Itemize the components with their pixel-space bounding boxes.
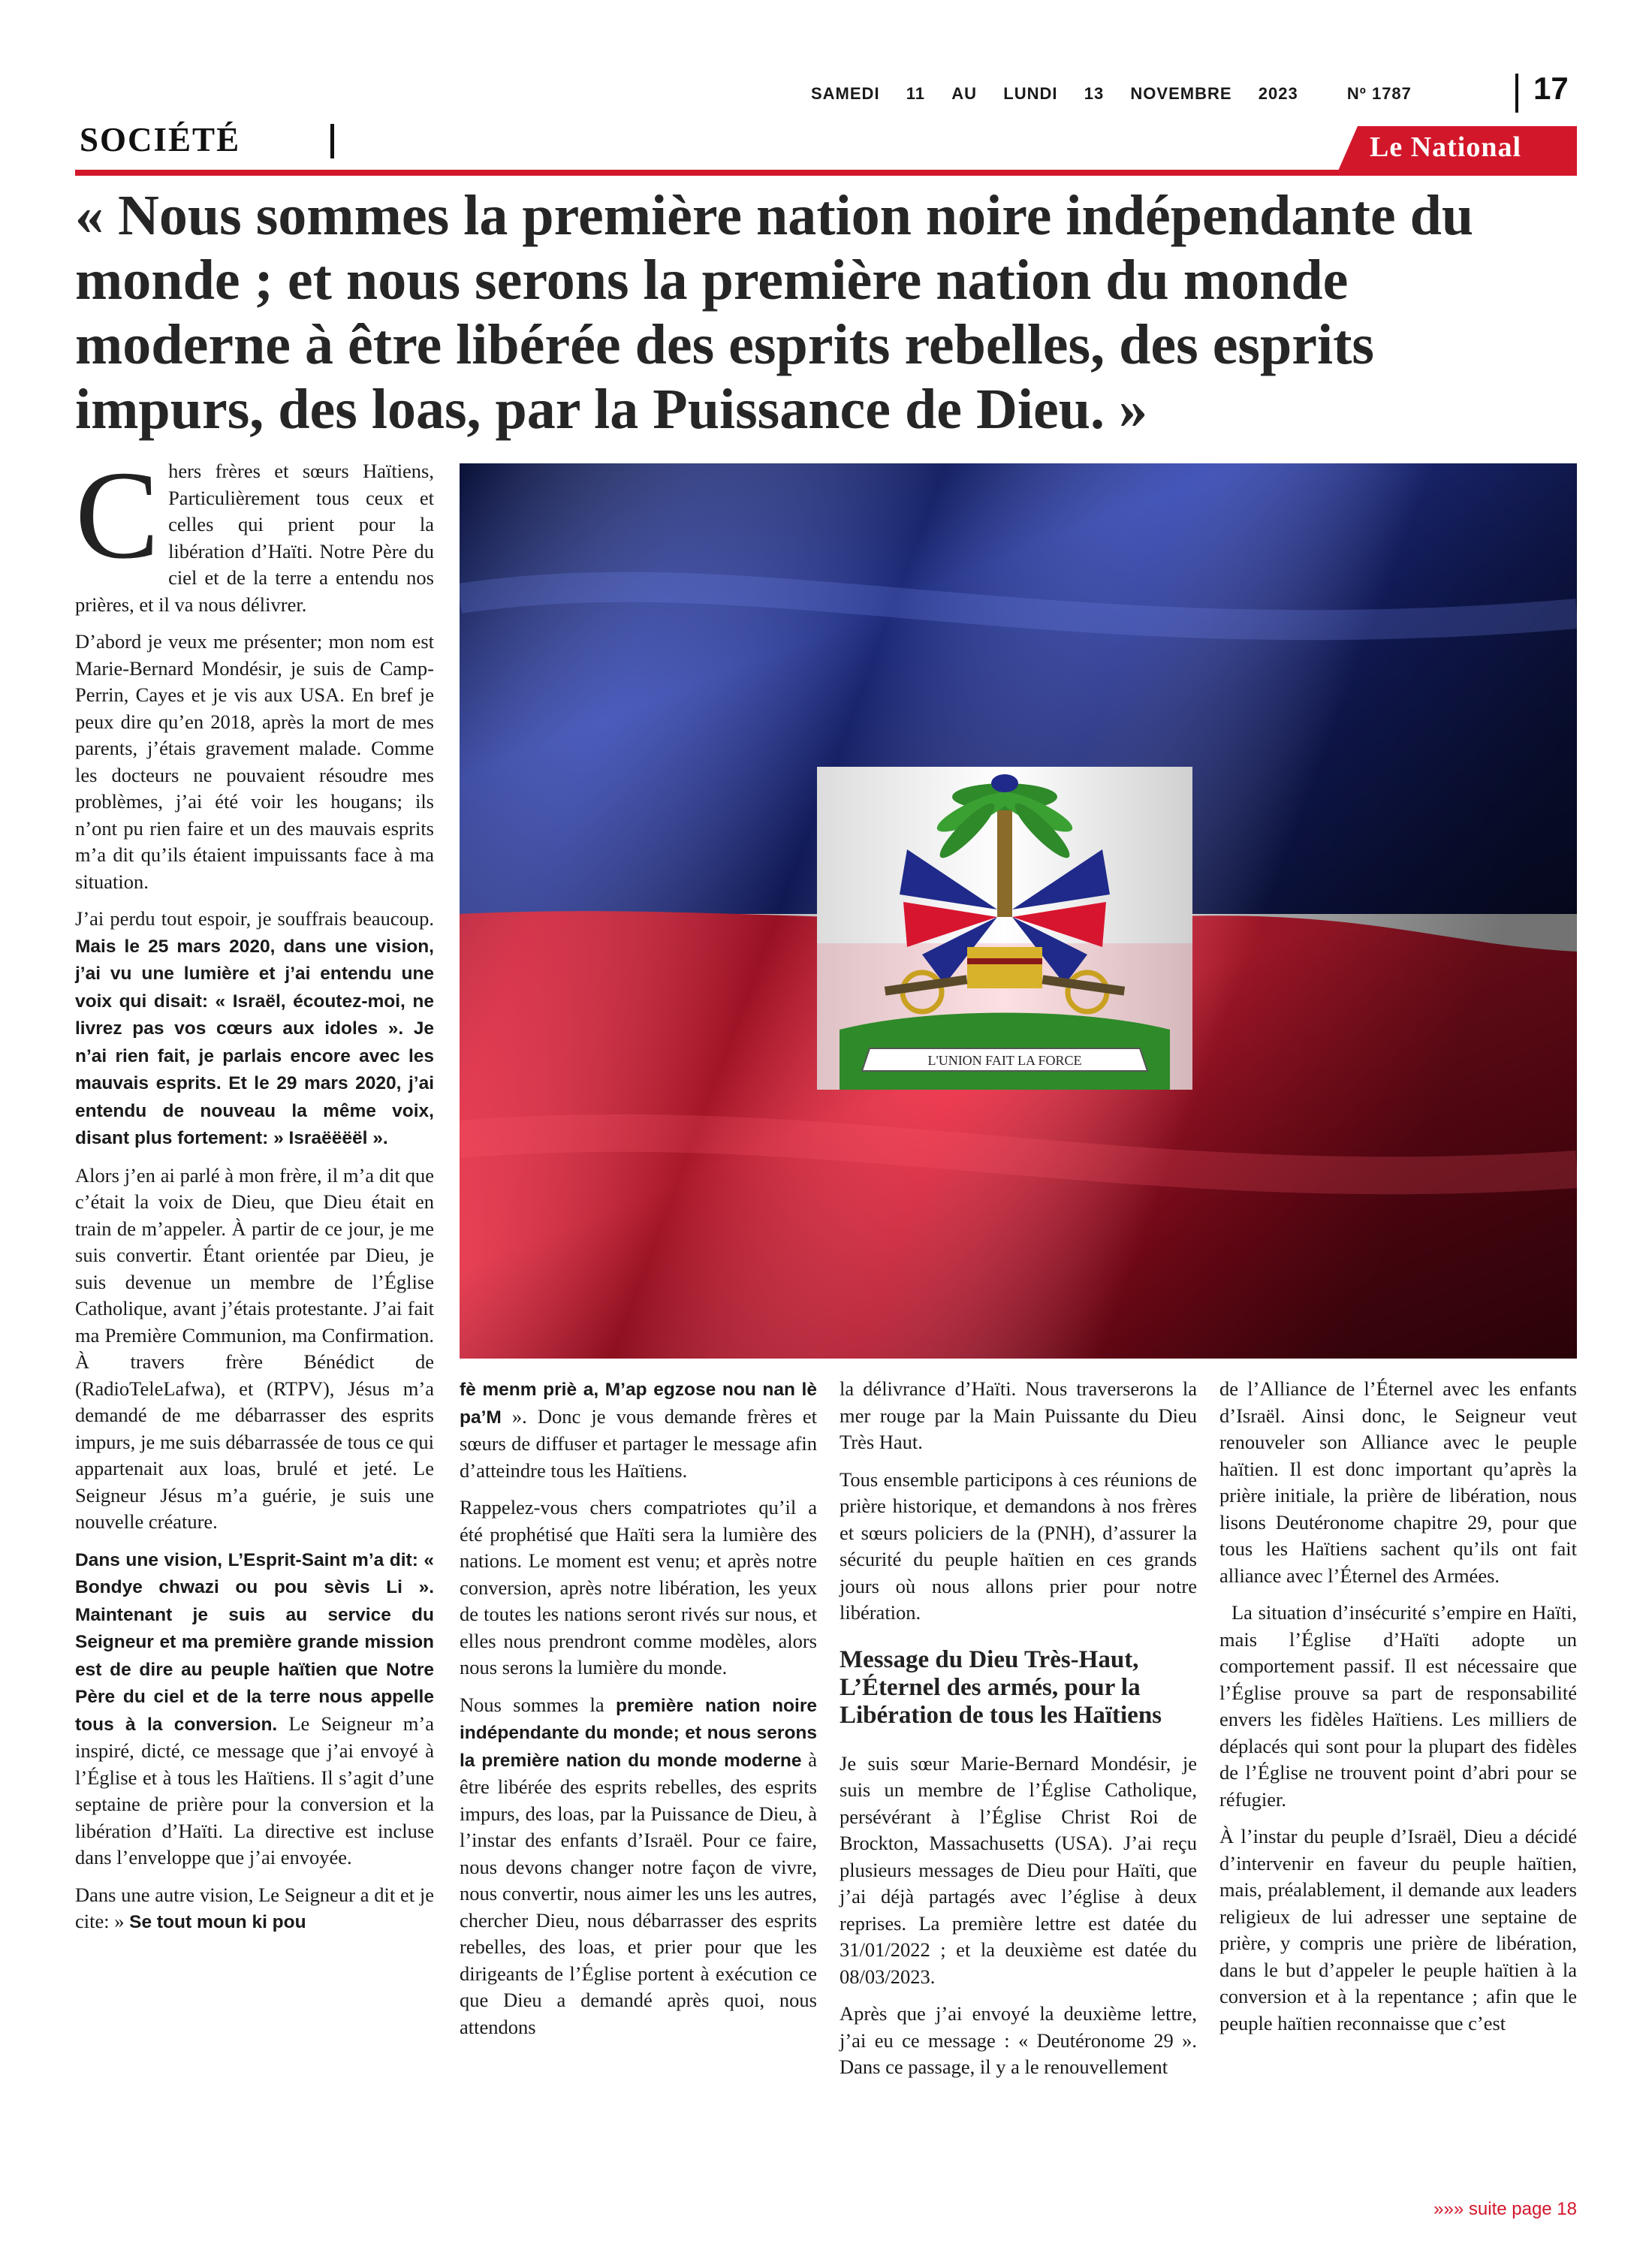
date-part: 11 xyxy=(906,84,926,103)
paragraph: Tous ensemble participons à ces réunions de prière historique, et demandons à nos frères et sœurs policiers de la (PNH), d’assurer la sécurité du peuple haïtien en ces grands jours où nous allons prier pour notre libération. xyxy=(840,1467,1197,1624)
paragraph-text: hers frères et sœurs Haïtiens, Particulièrement tous ceux et celles qui prient pour la libération d’Haïti. Notre Père du ciel et de la terre a entendu nos prières, et il va nous délivrer. xyxy=(75,460,434,616)
paragraph-text: Nous sommes la xyxy=(460,1693,616,1716)
paragraph: À l’instar du peuple d’Israël, Dieu a décidé d’intervenir en faveur du peuple haïtien, mais, préalablement, il demande aux leaders religieux de lui adresser une septaine de prière, y compris une prière de libération, dans le but d’appeler le peuple haïtien à la conversion et à la repentance ; afin que le peuple haïtien reconnaisse que c’est xyxy=(1219,1825,1577,2034)
header-divider xyxy=(1515,74,1518,113)
date-part: 13 xyxy=(1084,84,1105,103)
column-1 xyxy=(75,445,434,1947)
date-part: NOVEMBRE xyxy=(1130,84,1232,103)
issue-number: Nº 1787 xyxy=(1346,84,1412,103)
paragraph xyxy=(460,1376,817,1484)
paragraph xyxy=(75,1546,434,1871)
paragraph-text: à être libérée des esprits rebelles, des esprits impurs, des loas, par la Puissance de Dieu, à l’instar des enfants d’Israël. Pour ce faire, nous devons changer notre façon de vivre, nous convertir, nous aimer les uns les autres, chercher Dieu, nous débarrasser des esprits rebelles, des loas, et prier pour que les dirigeants de l’Église portent à exécution ce que Dieu a demandé après quoi, nous attendons xyxy=(460,1748,817,2038)
column-4 xyxy=(1219,1376,1577,2047)
section-divider xyxy=(330,124,334,158)
paragraph xyxy=(75,906,434,1152)
motto-ribbon: L'UNION FAIT LA FORCE xyxy=(927,1053,1082,1068)
paragraph: Après que j’ai envoyé la deuxième lettre, j’ai eu ce message : « Deutéronome 29 ». Dans ce passage, il y a le renouvellement xyxy=(840,2002,1197,2078)
issue-date-line xyxy=(811,84,1412,104)
paragraph xyxy=(460,1692,817,2041)
paragraph-text: Dans une autre vision, Le Seigneur a dit et je cite: » xyxy=(75,1883,434,1932)
column-2 xyxy=(460,1376,817,2051)
paragraph-text: J’ai perdu tout espoir, je souffrais beaucoup. xyxy=(75,907,434,930)
continued-on-page[interactable]: »»» suite page 18 xyxy=(1433,2199,1577,2219)
masthead-logo: Le National xyxy=(1370,131,1522,163)
paragraph xyxy=(75,445,434,618)
paragraph: de l’Alliance de l’Éternel avec les enfants d’Israël. Ainsi donc, le Seigneur veut renouveler son Alliance avec le peuple haïtien. Il est donc important qu’après la prière initiale, la prière de libération, nous lisons Deutéronome chapitre 29, pour que tous les Haïtiens sachent qu’ils ont fait alliance avec l’Éternel des Armées. xyxy=(1219,1377,1577,1587)
emphasis-text: fè menm priè a, M’ap egzose nou nan lè pa’M xyxy=(460,1380,817,1428)
date-part: AU xyxy=(951,84,978,103)
paragraph-text: Le Seigneur m’a inspiré, dicté, ce message que j’ai envoyé à l’Église et à tous les Haïtiens. Il s’agit d’une septaine de prière pour la conversion et la libération d’Haïti. La directive est incluse dans l’enveloppe que j’ai envoyée. xyxy=(75,1712,434,1868)
header-rule xyxy=(75,170,1577,176)
date-part: SAMEDI xyxy=(811,84,880,103)
paragraph: D’abord je veux me présenter; mon nom est Marie-Bernard Mondésir, je suis de Camp-Perrin, Cayes et je vis aux USA. En bref je peux dire qu’en 2018, après la mort de mes parents, j’étais gravement malade. Comme les docteurs ne pouvaient résoudre mes problèmes, j’ai été voir les hougans; ils n’ont pu rien faire et un des mauvais esprits m’a dit qu’ils étaient impuissants face à ma situation. xyxy=(75,630,434,893)
column-3 xyxy=(840,1376,1197,2092)
paragraph: La situation d’insécurité s’empire en Haïti, mais l’Église d’Haïti adopte un comportement passif. Il est nécessaire que l’Église prouve sa part de responsabilité envers les fidèles Haïtiens. Les milliers de déplacés qui sont pour la plupart des fidèles de l’Église ne trouvent point d’abri pour se réfugier. xyxy=(1219,1601,1577,1811)
paragraph: Alors j’en ai parlé à mon frère, il m’a dit que c’était la voix de Dieu, que Dieu était en train de m’appeler. À partir de ce jour, je me suis convertir. Étant orientée par Dieu, je suis devenue un membre de l’Église Catholique, avant j’étais protestante. J’ai fait ma Première Communion, ma Confirmation. À travers frère Bénédict de (RadioTeleLafwa), et (RTPV), Jésus m’a demandé de me débarrasser des esprits impurs, je me suis débarrassée de tous ce qui appartenait aux loas, brulé et jeté. Le Seigneur Jésus m’a guérie, je suis une nouvelle créature. xyxy=(75,1163,434,1533)
coat-of-arms xyxy=(817,767,1192,1090)
paragraph: la délivrance d’Haïti. Nous traverserons la mer rouge par la Main Puissante du Dieu Très Haut. xyxy=(840,1377,1197,1453)
emphasis-text: Dans une vision, L’Esprit-Saint m’a dit: « Bondye chwazi ou pou sèvis Li ». Maintenant je suis au service du Seigneur et ma première grande mission est de dire au peuple haïtien que Notre Père du ciel et de la terre nous appelle tous à la conversion. xyxy=(75,1549,434,1735)
date-part: LUNDI xyxy=(1003,84,1058,103)
emphasis-text: Se tout moun ki pou xyxy=(129,1912,306,1932)
drop-cap: C xyxy=(75,445,160,585)
subheading: Message du Dieu Très-Haut, L’Éternel des armés, pour la Libération de tous les Haïtiens xyxy=(840,1645,1162,1729)
date-part: 2023 xyxy=(1258,84,1298,103)
paragraph xyxy=(75,1882,434,1936)
haiti-flag-photo xyxy=(460,463,1577,1359)
page-number: 17 xyxy=(1533,71,1569,106)
paragraph-text: ». Donc je vous demande frères et sœurs de diffuser et partager le message afin d’atteindre tous les Haïtiens. xyxy=(460,1404,817,1482)
emphasis-text: Mais le 25 mars 2020, dans une vision, j’ai vu une lumière et j’ai entendu une voix qui disait: « Israël, écoutez-moi, ne livrez pas vos cœurs aux idoles ». Je n’ai rien fait, je parlais encore avec les mauvais esprits. Et le 29 mars 2020, j’ai entendu de nouveau la même voix, disant plus fortement: » Israëëëël ». xyxy=(75,936,434,1148)
headline: « Nous sommes la première nation noire indépendante du monde ; et nous serons la première nation du monde moderne à être libérée des esprits rebelles, des esprits impurs, des loas, par la Puissance de Dieu. » xyxy=(75,184,1474,441)
paragraph: Rappelez-vous chers compatriotes qu’il a été prophétisé que Haïti sera la lumière des nations. Le moment est venu; et après notre conversion, après notre libération, les yeux de toutes les nations seront rivés sur nous, et elles nous prendront comme modèles, alors nous serons la lumière du monde. xyxy=(460,1496,817,1678)
emphasis-text: première nation noire indépendante du monde; et nous serons la première nation du monde moderne xyxy=(460,1695,817,1771)
section-label: SOCIÉTÉ xyxy=(80,121,241,158)
paragraph: Je suis sœur Marie-Bernard Mondésir, je suis un membre de l’Église Catholique, persévérant à l’Église Christ Roi de Brockton, Massachusetts (USA). J’ai reçu plusieurs messages de Dieu pour Haïti, que j’ai déjà partagés avec l’église à deux reprises. La première lettre est datée du 31/01/2022 ; et la deuxième est datée du 08/03/2023. xyxy=(840,1751,1197,1988)
